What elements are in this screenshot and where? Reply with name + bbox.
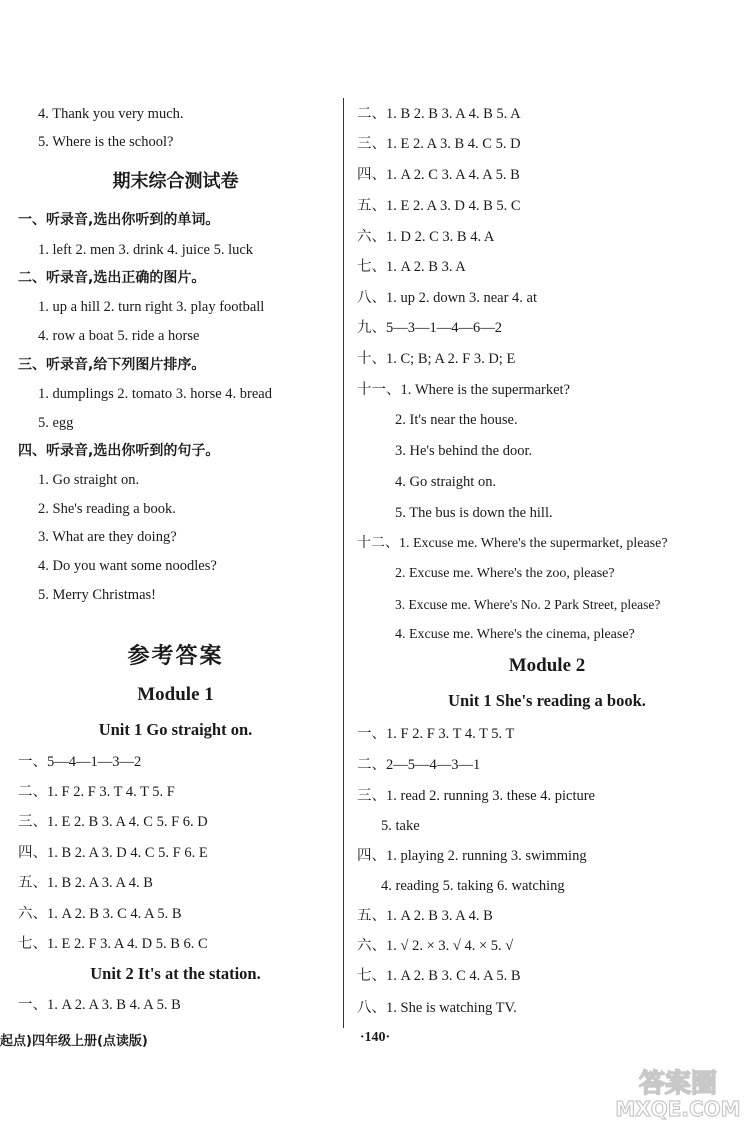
answer-line: 1. dumplings 2. tomato 3. horse 4. bread [38,386,272,402]
answer-line: 一、1. F 2. F 3. T 4. T 5. T [357,726,515,742]
answer-line: 4. row a boat 5. ride a horse [38,328,200,344]
answer-line: 3. He's behind the door. [395,443,533,459]
answer-line: 五、1. B 2. A 3. A 4. B [18,875,153,891]
section-heading: 三、听录音,给下列图片排序。 [18,357,206,373]
answer-line: 4. reading 5. taking 6. watching [381,878,565,894]
answers-title: 参考答案 [127,643,224,669]
svg-text:答案圈: 答案圈 [638,1069,718,1099]
answer-line: 十二、1. Excuse me. Where's the supermarket, please? [357,536,668,551]
answer-line: 五、1. A 2. B 3. A 4. B [357,908,493,924]
answer-line: 2. It's near the house. [395,412,518,428]
answer-line: 二、2—5—4—3—1 [357,757,481,773]
answer-line: 二、1. B 2. B 3. A 4. B 5. A [357,106,521,122]
answer-line: 八、1. She is watching TV. [357,1000,517,1016]
answer-line: 二、1. F 2. F 3. T 4. T 5. F [18,784,175,800]
section-heading: 一、听录音,选出你听到的单词。 [18,212,220,228]
answer-line: 三、1. E 2. A 3. B 4. C 5. D [357,136,521,152]
page-number: ·140· [359,1030,391,1045]
answer-line: 六、1. A 2. B 3. C 4. A 5. B [18,906,182,922]
section-heading: 四、听录音,选出你听到的句子。 [18,443,220,459]
answer-line: 一、1. A 2. A 3. B 4. A 5. B [18,997,181,1013]
answer-line: 六、1. D 2. C 3. B 4. A [357,229,495,245]
section-heading: 二、听录音,选出正确的图片。 [18,270,206,286]
intro-line: 5. Where is the school? [38,134,174,150]
answer-line: 十、1. C; B; A 2. F 3. D; E [357,351,516,367]
unit-title: Unit 2 It's at the station. [90,964,261,983]
answer-line: 四、1. playing 2. running 3. swimming [357,848,587,864]
answer-line: 2. She's reading a book. [38,501,176,517]
answer-line: 3. What are they doing? [38,529,177,545]
module-title: Module 1 [137,684,214,705]
answer-line: 三、1. E 2. B 3. A 4. C 5. F 6. D [18,814,208,830]
answer-line: 三、1. read 2. running 3. these 4. picture [357,788,595,804]
module-title: Module 2 [508,655,586,676]
answer-line: 5. The bus is down the hill. [395,505,553,521]
unit-title: Unit 1 Go straight on. [98,720,253,739]
column-divider [343,98,344,1028]
answer-line: 1. left 2. men 3. drink 4. juice 5. luck [38,242,254,258]
intro-line: 4. Thank you very much. [38,106,184,122]
answer-line: 1. up a hill 2. turn right 3. play football [38,299,265,315]
answer-line: 3. Excuse me. Where's No. 2 Park Street, please? [395,597,661,612]
answer-line: 5. Merry Christmas! [38,587,156,603]
answer-line: 九、5—3—1—4—6—2 [357,320,502,336]
answer-line: 四、1. A 2. C 3. A 4. A 5. B [357,167,520,183]
answer-line: 七、1. A 2. B 3. C 4. A 5. B [357,968,521,984]
svg-text:MXQE.COM: MXQE.COM [615,1097,741,1120]
answer-line: 4. Go straight on. [395,474,497,490]
answer-line: 七、1. E 2. F 3. A 4. D 5. B 6. C [18,936,208,952]
answer-line: 四、1. B 2. A 3. D 4. C 5. F 6. E [18,845,208,861]
answer-line: 4. Excuse me. Where's the cinema, please? [395,627,635,642]
answer-line: 六、1. √ 2. × 3. √ 4. × 5. √ [357,938,514,954]
answer-line: 5. egg [38,415,74,431]
answer-line: 1. Go straight on. [38,472,140,488]
answer-line: 十一、1. Where is the supermarket? [357,382,570,398]
exam-title: 期末综合测试卷 [112,171,239,192]
answer-line: 2. Excuse me. Where's the zoo, please? [395,566,615,581]
watermark-logo [614,1062,742,1120]
answer-line: 4. Do you want some noodles? [38,558,217,574]
answer-line: 五、1. E 2. A 3. D 4. B 5. C [357,198,521,214]
answer-line: 5. take [381,818,420,834]
unit-title: Unit 1 She's reading a book. [448,691,646,710]
answer-line: 一、5—4—1—3—2 [18,754,142,770]
answer-line: 七、1. A 2. B 3. A [357,259,466,275]
answer-line: 八、1. up 2. down 3. near 4. at [357,290,538,306]
book-title-footer: 起点)四年级上册(点读版) [0,1034,148,1049]
